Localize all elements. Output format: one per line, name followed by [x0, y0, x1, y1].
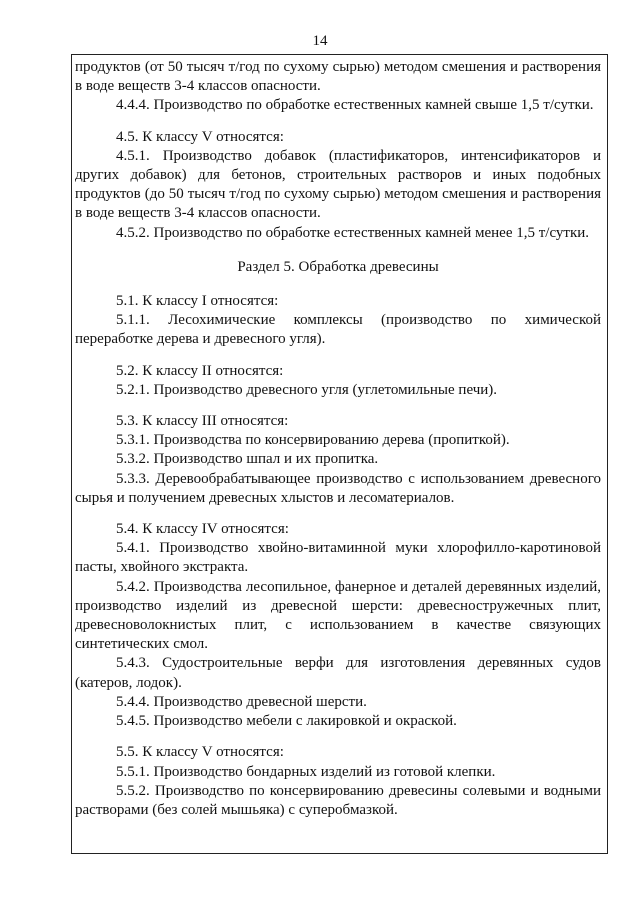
document-body — [75, 58, 601, 820]
paragraph: 4.4.4. Производство по обработке естественных камней свыше 1,5 т/сутки. — [116, 97, 594, 114]
paragraph: 5.1. К классу I относятся: — [116, 293, 279, 310]
paragraph: 4.5. К классу V относятся: — [116, 128, 284, 145]
paragraph: 5.4.5. Производство мебели с лакировкой и окраской. — [116, 713, 457, 730]
paragraph: 5.5.1. Производство бондарных изделий из готовой клепки. — [116, 763, 496, 780]
paragraph: 5.4.4. Производство древесной шерсти. — [116, 693, 367, 710]
paragraph: 5.1.1. Лесохимические комплексы (производство по химической переработке дерева и древесного угля). — [75, 312, 601, 348]
page-number: 14 — [312, 33, 328, 49]
paragraph: 5.5. К классу V относятся: — [116, 744, 284, 761]
paragraph: продуктов (от 50 тысяч т/год по сухому сырью) методом смешения и растворения в воде веществ 3-4 классов опасности. — [75, 59, 601, 95]
paragraph: 5.2. К классу II относятся: — [116, 362, 284, 379]
paragraph: 5.4.3. Судостроительные верфи для изготовления деревянных судов (катеров, лодок). — [75, 655, 601, 691]
paragraph: 5.3. К классу III относятся: — [116, 413, 289, 430]
paragraph: 5.5.2. Производство по консервированию древесины солевыми и водными растворами (без солей мышьяка) с суперобмазкой. — [75, 782, 601, 818]
paragraph: 4.5.2. Производство по обработке естественных камней менее 1,5 т/сутки. — [116, 224, 590, 241]
paragraph: 5.3.1. Производства по консервированию дерева (пропиткой). — [116, 432, 510, 449]
paragraph: 4.5.1. Производство добавок (пластификаторов, интенсификаторов и других добавок) для бетонов, строительных растворов и иных подобных продуктов (до 50 тысяч т/год по сухому сырью) методом смешения и растворения в воде веществ 3-4 классов опасности. — [75, 147, 601, 222]
paragraph: 5.3.2. Производство шпал и их пропитка. — [116, 451, 379, 468]
paragraph: 5.4.2. Производства лесопильное, фанерное и деталей деревянных изделий, производство изделий из древесной шерсти: древесностружечных плит, древесноволокнистых плит, с использованием в качестве связующих синтетических смол. — [75, 578, 601, 653]
paragraph: 5.2.1. Производство древесного угля (углетомильные печи). — [116, 381, 498, 398]
paragraph: 5.4. К классу IV относятся: — [116, 521, 289, 538]
paragraph: 5.4.1. Производство хвойно-витаминной муки хлорофилло-каротиновой пасты, хвойного экстракта. — [75, 540, 601, 576]
section-title: Раздел 5. Обработка древесины — [237, 258, 439, 275]
paragraph: 5.3.3. Деревообрабатывающее производство с использованием древесного сырья и получением древесных хлыстов и лесоматериалов. — [75, 470, 601, 506]
